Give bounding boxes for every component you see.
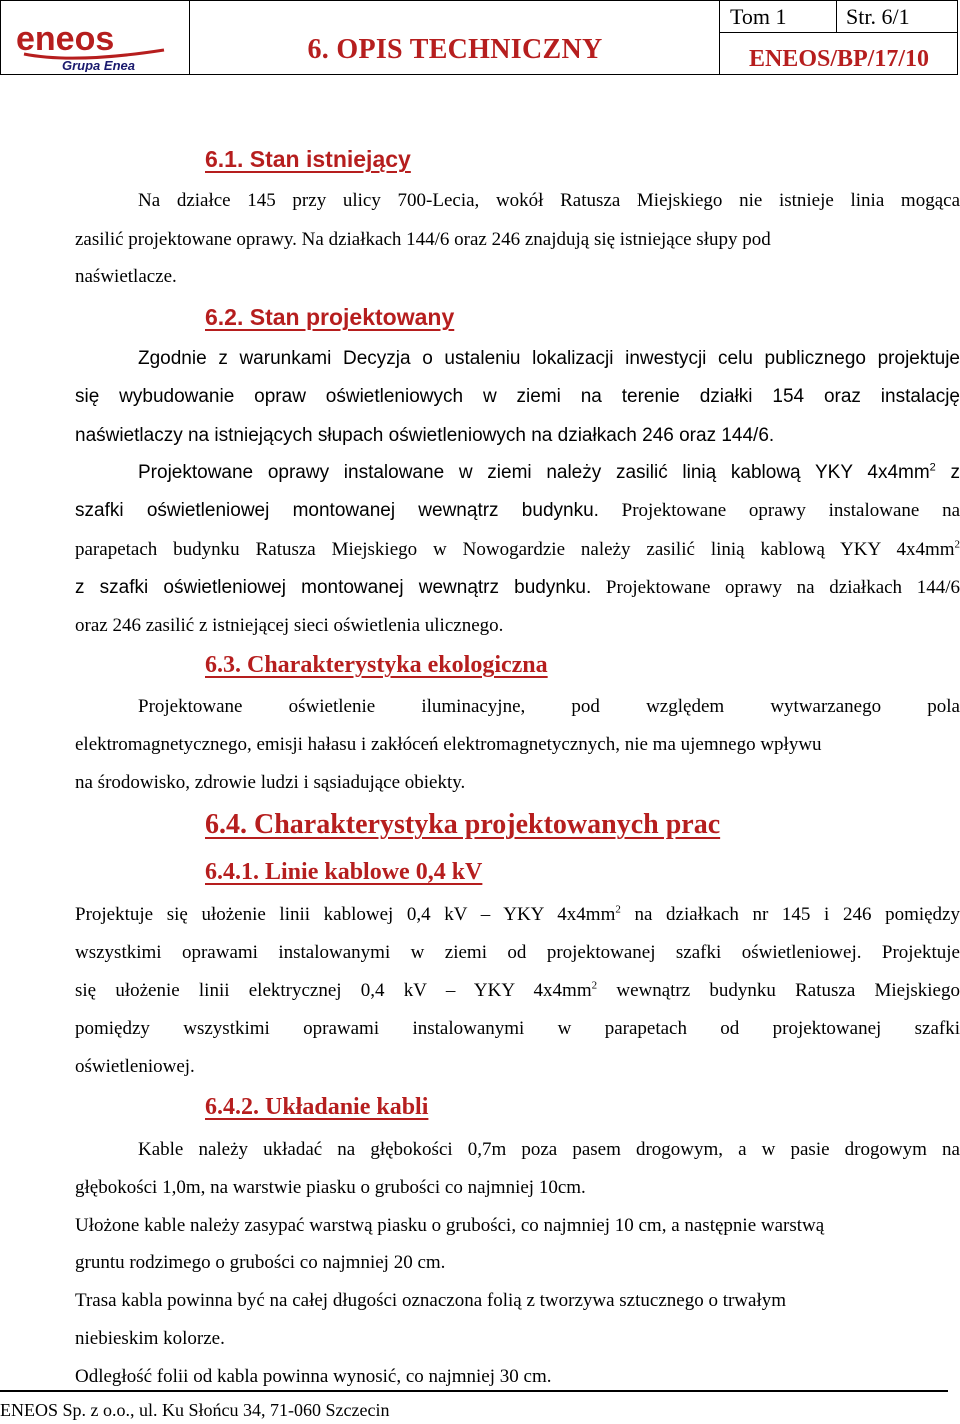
superscript: 2 [929, 461, 936, 474]
s62-p2-line-5: oraz 246 zasilić z istniejącej sieci oświetlenia ulicznego. [75, 615, 504, 636]
superscript: 2 [954, 538, 960, 551]
logo-subtext: Grupa Enea [62, 58, 135, 72]
header-meta-row [720, 0, 958, 33]
section-6-3-heading: 6.3. Charakterystyka ekologiczna [205, 652, 548, 678]
s61-line-2: zasilić projektowane oprawy. Na działkach 144/6 oraz 246 znajdują się istniejące słupy pod [75, 229, 771, 250]
s62-p2-line-3 [75, 539, 960, 561]
s62-line-2: się wybudowanie opraw oświetleniowych w ziemi na terenie działki 154 oraz instalację [75, 386, 960, 407]
s62-p2-line-2-text: szafki oświetleniowej montowanej wewnątrz budynku. [75, 500, 599, 521]
s641-line-1-text: Projektuje się ułożenie linii kablowej 0,4 kV – YKY 4x4mm [75, 904, 616, 925]
volume-label: Tom 1 [730, 4, 787, 29]
section-6-4-heading: 6.4. Charakterystyka projektowanych prac [205, 809, 721, 840]
s641-line-3-tail: wewnątrz budynku Ratusza Miejskiego [597, 980, 960, 1001]
s641-line-1 [75, 904, 960, 926]
s641-line-3 [75, 980, 960, 1002]
s63-line-1: Projektowane oświetlenie iluminacyjne, pod względem wytwarzanego pola [138, 696, 960, 717]
s641-line-2: wszystkimi oprawami instalowanymi w ziemi od projektowanej szafki oświetleniowej. Projektuje [75, 942, 960, 963]
document-header [0, 0, 960, 76]
s63-line-2: elektromagnetycznego, emisji hałasu i zakłóceń elektromagnetycznych, nie ma ujemnego wpływu [75, 734, 822, 755]
s641-line-1-tail: na działkach nr 145 i 246 pomiędzy [620, 904, 960, 925]
eneos-logo [14, 20, 179, 72]
s61-line-3: naświetlacze. [75, 266, 177, 287]
s62-p2-line-1 [75, 462, 960, 484]
s62-p2-line-2-tail: Projektowane oprawy instalowane na [598, 500, 960, 521]
superscript: 2 [591, 979, 598, 992]
superscript: 2 [615, 903, 621, 916]
section-6-4-1-heading: 6.4.1. Linie kablowe 0,4 kV [205, 859, 483, 885]
s62-p2-line-1-text: Projektowane oprawy instalowane w ziemi należy zasilić linią kablową YKY 4x4mm [138, 462, 930, 483]
logo-wordmark: eneos [16, 20, 115, 58]
s642-line-7: Odległość folii od kabla powinna wynosić, co najmniej 30 cm. [75, 1366, 552, 1387]
section-6-1-heading: 6.1. Stan istniejący [205, 146, 411, 172]
s62-p2-line-3-text: parapetach budynku Ratusza Miejskiego w Nowogardzie należy zasilić linią kablową YKY 4x4mm [75, 539, 955, 560]
s641-line-3-text: się ułożenie linii elektrycznej 0,4 kV – YKY 4x4mm [75, 980, 592, 1001]
s62-p2-line-4-tail: Projektowane oprawy na działkach 144/6 [591, 577, 960, 598]
s62-p2-line-1-tail: z [935, 462, 960, 483]
section-6-2-heading: 6.2. Stan projektowany [205, 304, 455, 330]
header-divider [836, 0, 837, 33]
s642-line-5: Trasa kabla powinna być na całej długości oznaczona folią z tworzywa sztucznego o trwałym [75, 1290, 787, 1311]
title-cell [190, 0, 720, 75]
page-label: Str. 6/1 [846, 4, 910, 29]
s61-line-1: Na działce 145 przy ulicy 700-Lecia, wokół Ratusza Miejskiego nie istnieje linia mogąca [138, 190, 960, 211]
document-number: ENEOS/BP/17/10 [748, 46, 930, 72]
footer-address: ENEOS Sp. z o.o., ul. Ku Słońcu 34, 71-060 Szczecin [0, 1400, 390, 1420]
s62-line-1: Zgodnie z warunkami Decyzja o ustaleniu lokalizacji inwestycji celu publicznego projektuje [138, 348, 960, 369]
section-6-4-2-heading: 6.4.2. Układanie kabli [205, 1094, 429, 1120]
s642-line-4: gruntu rodzimego o grubości co najmniej 20 cm. [75, 1252, 446, 1273]
footer-rule [0, 1390, 948, 1392]
s62-line-3: naświetlaczy na istniejących słupach oświetleniowych na działkach 246 oraz 144/6. [75, 425, 775, 446]
s642-line-2: głębokości 1,0m, na warstwie piasku o grubości co najmniej 10cm. [75, 1177, 586, 1198]
s62-p2-line-2 [75, 500, 960, 522]
s62-p2-line-4 [75, 577, 960, 599]
s641-line-4: pomiędzy wszystkimi oprawami instalowanymi w parapetach od projektowanej szafki [75, 1018, 960, 1039]
s642-line-1: Kable należy układać na głębokości 0,7m poza pasem drogowym, a w pasie drogowym na [138, 1139, 960, 1160]
document-title: 6. OPIS TECHNICZNY [307, 34, 603, 65]
s642-line-3: Ułożone kable należy zasypać warstwą piasku o grubości, co najmniej 10 cm, a następnie warstwą [75, 1215, 825, 1236]
s63-line-3: na środowisko, zdrowie ludzi i sąsiadujące obiekty. [75, 772, 466, 793]
s641-line-5: oświetleniowej. [75, 1056, 195, 1077]
logo-cell [0, 0, 190, 75]
header-meta [720, 0, 958, 75]
s642-line-6: niebieskim kolorze. [75, 1328, 225, 1349]
s62-p2-line-4-text: z szafki oświetleniowej montowanej wewnątrz budynku. [75, 577, 592, 598]
